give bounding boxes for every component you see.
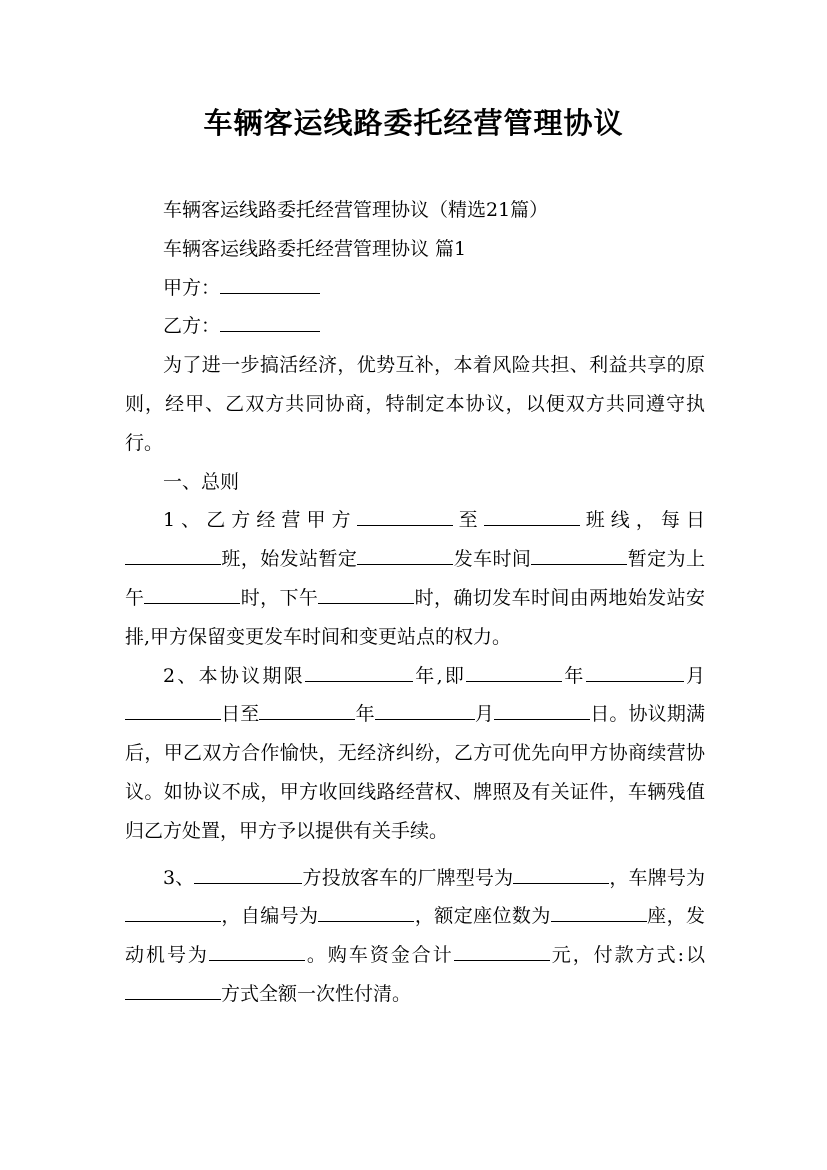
subtitle-text: 车辆客运线路委托经营管理协议（精选21篇） [163,199,549,221]
paragraph-gap [125,851,705,859]
clause-1-text-6: 暂定为上午 [125,548,705,609]
clause-3-text-6: 座，发动机号为 [125,905,705,967]
clause-1-blank-4 [357,544,453,565]
clause-3-text-3: ，车牌号为 [609,866,705,889]
general-heading-paragraph [125,463,705,502]
clause-1-blank-3 [125,544,221,565]
party-b-label: 乙方： [163,315,221,338]
clause-1-paragraph [125,501,705,656]
clause-3-text-1: 3、 [163,866,195,889]
intro-text: 为了进一步搞活经济，优势互补，本着风险共担、利益共享的原则，经甲、乙双方共同协商，特制定本协议，以便双方共同遵守执行。 [125,354,705,454]
clause-3-blank-2 [513,863,609,884]
clause-1-blank-6 [144,583,240,604]
clause-1-blank-2 [484,505,580,526]
clause-3-text-7: 。购车资金合计 [304,944,454,967]
clause-2-text-3: 年 [562,664,586,687]
party-a-line [125,269,705,308]
clause-3-paragraph [125,859,705,1014]
clause-2-text-8: 日。协议期满后，甲乙双方合作愉快，无经济纠纷，乙方可优先向甲方协商续营协议。如协议不成，甲方收回线路经营权、牌照及有关证件，车辆残值归乙方处置，甲方予以提供有关手续。 [125,703,705,842]
clause-3-blank-7 [454,940,550,961]
clause-1-text-1: 1、乙方经营甲方 [163,509,357,532]
clause-1-text-7: 时，下午 [240,586,319,609]
section-heading-paragraph [125,230,705,269]
clause-1-text-4: 班，始发站暂定 [221,548,358,571]
clause-2-text-2: 年,即 [413,664,467,687]
general-heading: 一、总则 [163,470,240,493]
document-body [125,191,705,1014]
party-a-blank [220,273,320,294]
clause-2-text-6: 年 [355,703,375,726]
party-a-label: 甲方： [163,276,221,299]
clause-2-blank-4 [125,699,221,720]
clause-3-text-4: ，自编号为 [221,905,319,928]
clause-3-text-5: ，额定座位数为 [414,905,551,928]
clause-3-blank-4 [318,901,414,922]
clause-3-text-8: 元，付款方式:以 [549,944,705,967]
clause-3-text-9: 方式全额一次性付清。 [221,982,412,1005]
clause-3-blank-3 [125,901,221,922]
clause-2-blank-7 [494,699,590,720]
clause-2-text-4: 月 [683,664,705,687]
clause-2-blank-1 [305,661,413,682]
clause-1-text-8: 时，确切发车时间由两地始发站安排,甲方保留变更发车时间和变更站点的权力。 [125,586,705,648]
clause-2-text-7: 月 [474,703,495,726]
clause-2-blank-2 [466,661,562,682]
clause-1-text-3: 班线，每日 [579,509,705,532]
section-heading: 车辆客运线路委托经营管理协议 篇1 [163,237,467,260]
party-b-line [125,307,705,346]
clause-3-text-2: 方投放客车的厂牌型号为 [302,866,514,889]
party-b-blank [220,311,320,332]
clause-2-paragraph [125,657,705,851]
clause-1-text-5: 发车时间 [453,548,532,571]
intro-paragraph [125,346,705,462]
clause-2-blank-3 [586,661,684,682]
clause-2-blank-6 [375,699,475,720]
clause-3-blank-8 [125,979,221,1000]
document-title: 车辆客运线路委托经营管理协议 [203,106,624,140]
clause-1-blank-1 [357,505,453,526]
clause-1-blank-7 [318,583,414,604]
subtitle-paragraph [125,191,705,230]
clause-1-blank-5 [531,544,627,565]
clause-3-blank-5 [551,901,647,922]
clause-2-text-1: 2、本协议期限 [163,664,306,687]
clause-2-blank-5 [259,699,355,720]
clause-2-text-5: 日至 [221,703,260,726]
clause-1-text-2: 至 [452,509,484,532]
clause-3-blank-6 [209,940,305,961]
clause-3-blank-1 [194,863,302,884]
